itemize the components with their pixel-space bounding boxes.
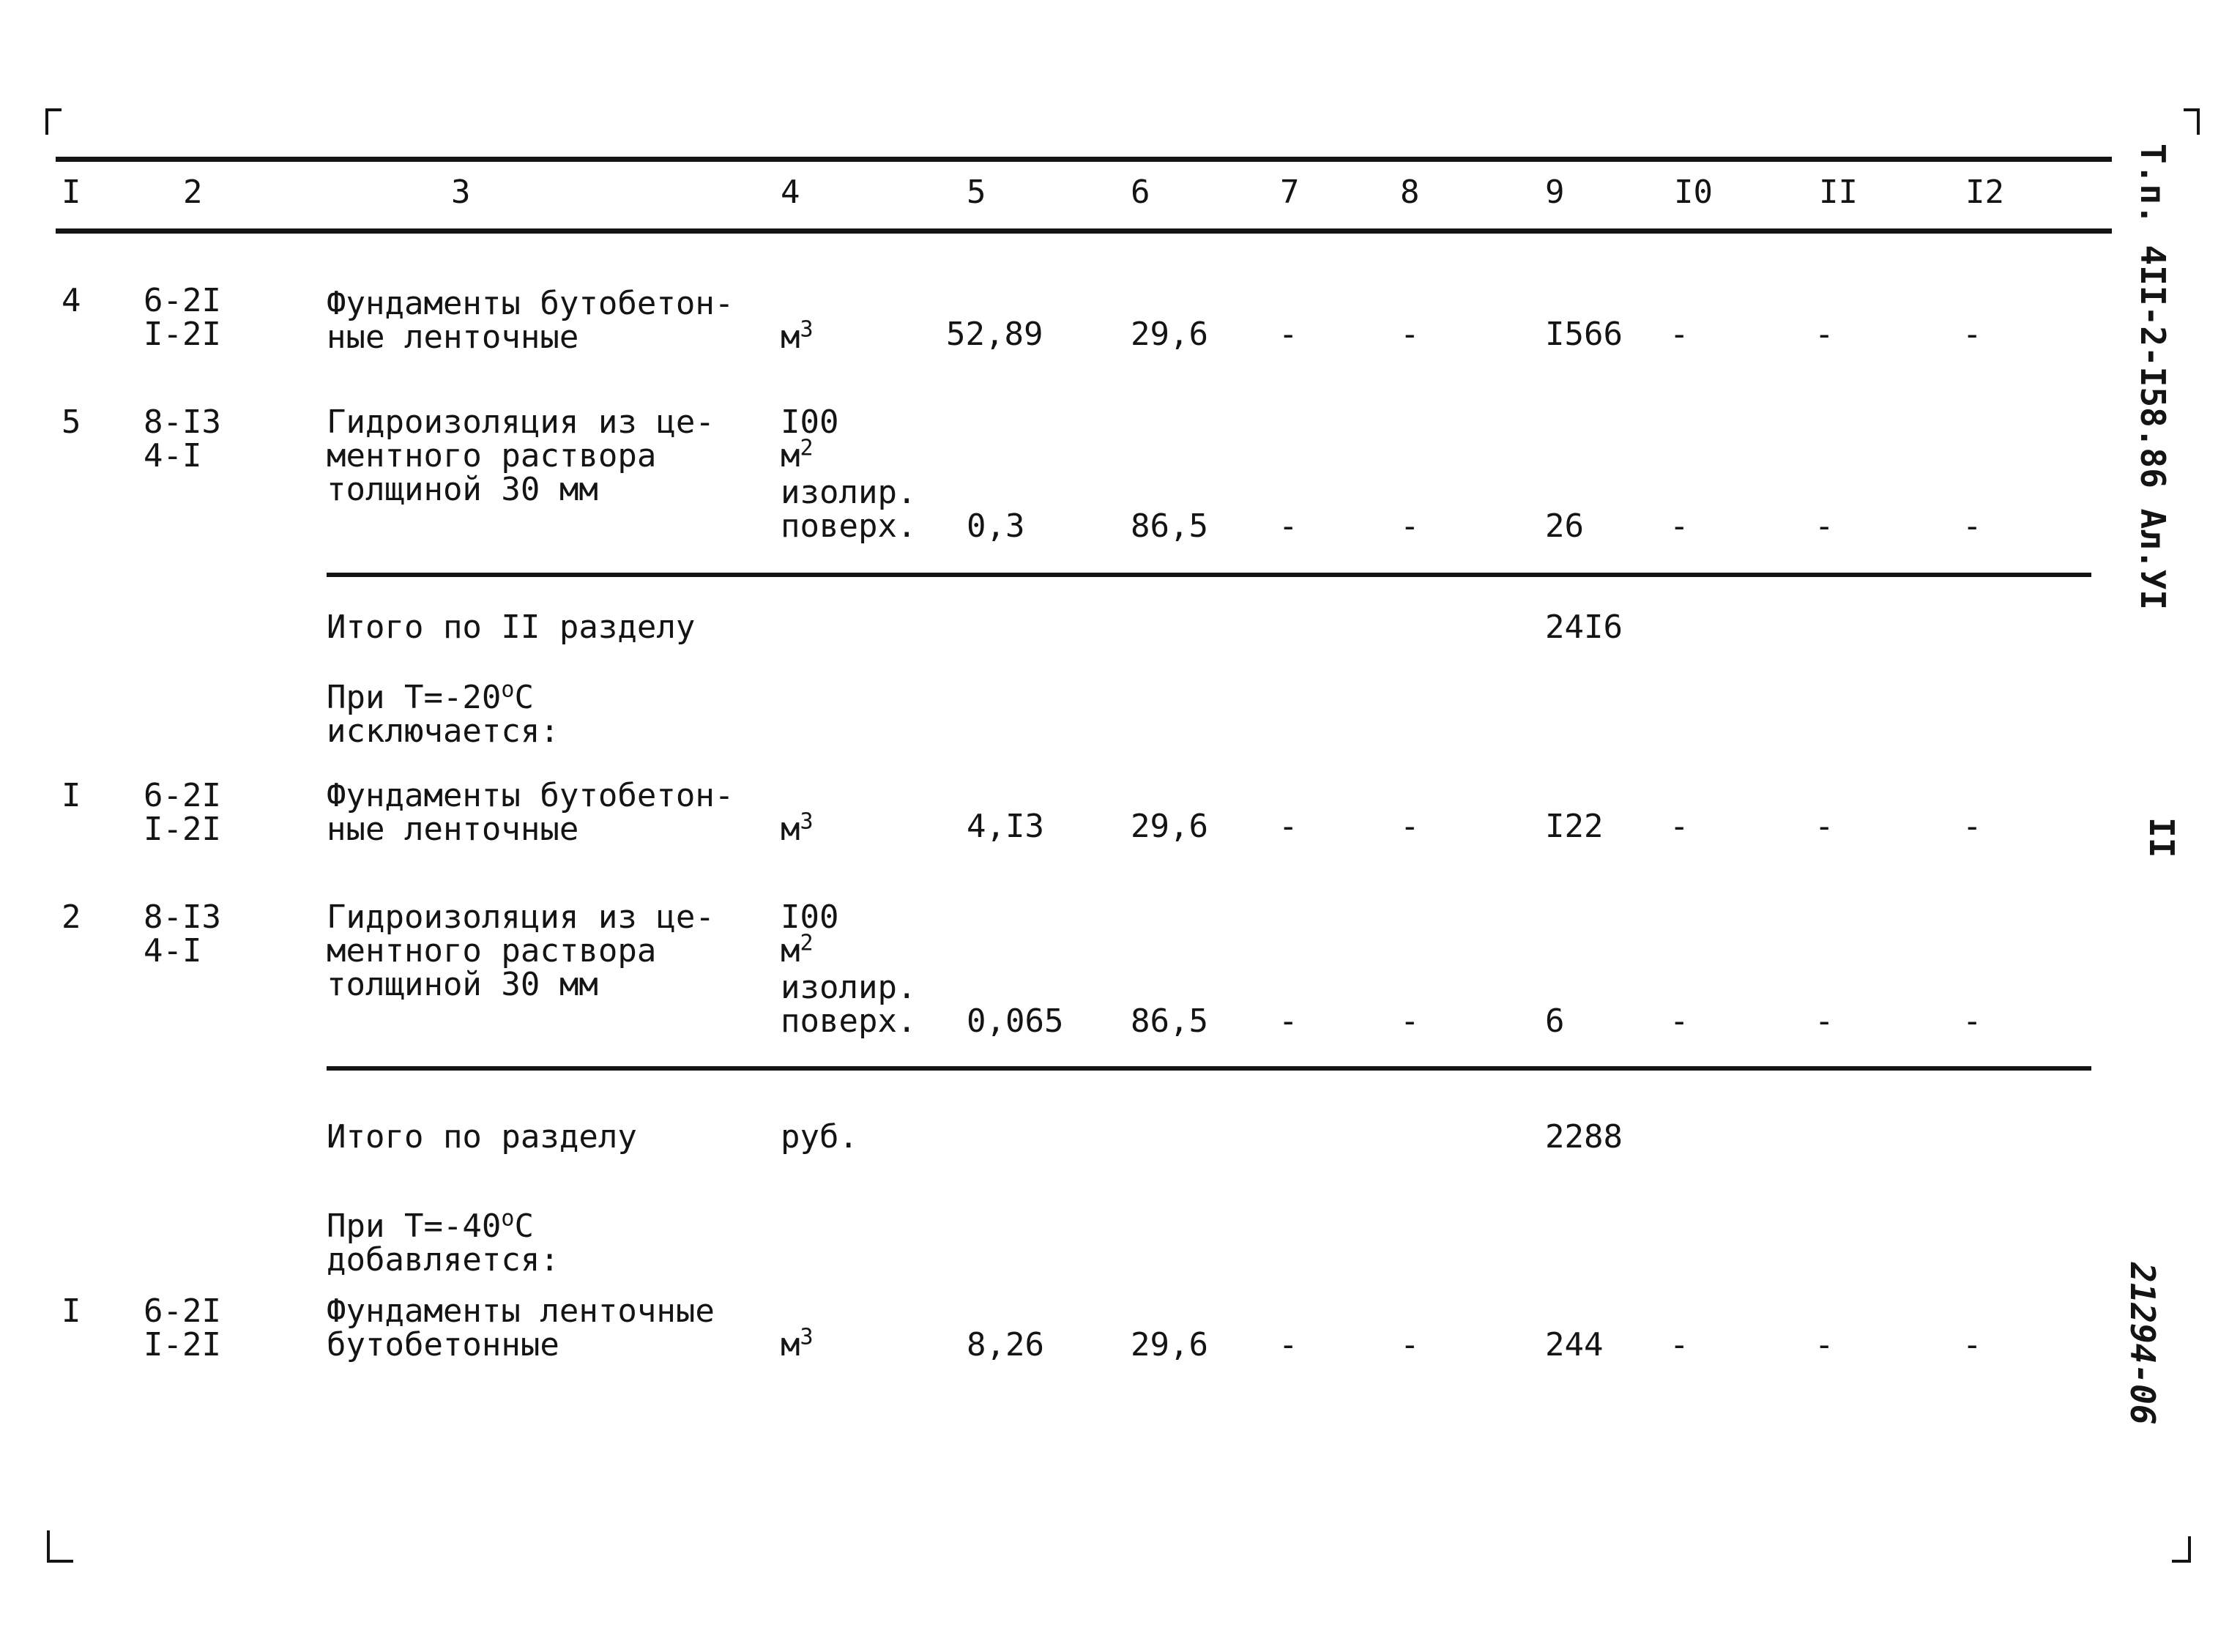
crop-mark-bottom-right xyxy=(2188,1536,2191,1563)
row-col10: - xyxy=(1670,808,1689,845)
row-price: 29,6 xyxy=(1131,316,1208,353)
col-header-3: 3 xyxy=(451,174,471,211)
row-number: I xyxy=(62,777,81,814)
row-total: I566 xyxy=(1545,316,1623,353)
row-col7: - xyxy=(1279,1326,1298,1363)
row-name-line1: Фундаменты бутобетон- xyxy=(327,777,734,814)
col-header-8: 8 xyxy=(1400,174,1420,211)
row-unit-line4: поверх. xyxy=(781,507,917,545)
row-col12: - xyxy=(1962,808,1982,845)
row-col11: - xyxy=(1815,316,1834,353)
row-col10: - xyxy=(1670,1002,1689,1040)
row-name-line1: Фундаменты ленточные xyxy=(327,1292,715,1330)
row-unit: $м^3$ xyxy=(781,316,814,356)
row-unit: $м^3$ xyxy=(781,808,814,848)
row-name-line2: ментного раствора xyxy=(327,932,657,970)
col-header-4: 4 xyxy=(781,174,800,211)
row-col8: - xyxy=(1400,316,1420,353)
condition-note-line1: При $Т=-40^оС$ xyxy=(327,1205,534,1245)
crop-mark-bottom-right-h xyxy=(2172,1560,2191,1563)
row-col11: - xyxy=(1815,808,1834,845)
row-name-line2: бутобетонные xyxy=(327,1326,559,1363)
row-col7: - xyxy=(1279,507,1298,545)
row-number: 2 xyxy=(62,898,81,936)
subtotal-value: 24I6 xyxy=(1545,609,1623,646)
row-col10: - xyxy=(1670,507,1689,545)
condition-note-line1: При $Т=-20^оС$ xyxy=(327,677,534,716)
row-col8: - xyxy=(1400,808,1420,845)
row-code-line1: 6-2I xyxy=(144,1292,221,1330)
col-header-7: 7 xyxy=(1280,174,1300,211)
col-header-5: 5 xyxy=(967,174,986,211)
row-code-line1: 6-2I xyxy=(144,282,221,319)
row-col11: - xyxy=(1815,1326,1834,1363)
document-code: Т.п. 4II-2-I58.86 Ал.УI xyxy=(2133,144,2173,610)
row-price: 86,5 xyxy=(1131,1002,1208,1040)
row-name-line3: толщиной 30 мм xyxy=(327,966,598,1003)
crop-mark-top-right xyxy=(2197,108,2200,135)
row-code-line1: 8-I3 xyxy=(144,898,221,936)
row-col7: - xyxy=(1279,1002,1298,1040)
subtotal-label: Итого по разделу xyxy=(327,1118,637,1156)
row-unit-line2: $м^2$ xyxy=(781,930,814,970)
row-quantity: 0,3 xyxy=(967,507,1025,545)
row-quantity: 52,89 xyxy=(946,316,1043,353)
row-col10: - xyxy=(1670,1326,1689,1363)
col-header-11: II xyxy=(1819,174,1858,211)
inventory-number: 21294-06 xyxy=(2123,1262,2162,1425)
row-name-line2: ные ленточные xyxy=(327,319,579,356)
row-quantity: 0,065 xyxy=(967,1002,1064,1040)
row-total: 26 xyxy=(1545,507,1584,545)
row-code-line2: 4-I xyxy=(144,932,202,970)
col-header-1: I xyxy=(62,174,81,211)
row-unit-line3: изолир. xyxy=(781,969,917,1006)
row-unit-line3: изолир. xyxy=(781,474,917,511)
crop-mark-top-right-h xyxy=(2184,108,2200,111)
row-unit-line4: поверх. xyxy=(781,1002,917,1040)
row-col7: - xyxy=(1279,808,1298,845)
row-name-line2: ментного раствора xyxy=(327,437,657,475)
row-col8: - xyxy=(1400,507,1420,545)
row-name-line1: Гидроизоляция из це- xyxy=(327,898,715,936)
row-name-line2: ные ленточные xyxy=(327,811,579,848)
subtotal-label: Итого по II разделу xyxy=(327,609,696,646)
row-total: 6 xyxy=(1545,1002,1565,1040)
row-number: 4 xyxy=(62,282,81,319)
crop-mark-top-left-h xyxy=(45,108,62,111)
row-col12: - xyxy=(1962,1326,1982,1363)
row-price: 86,5 xyxy=(1131,507,1208,545)
row-price: 29,6 xyxy=(1131,1326,1208,1363)
row-code-line2: 4-I xyxy=(144,437,202,475)
row-price: 29,6 xyxy=(1131,808,1208,845)
row-name-line1: Гидроизоляция из це- xyxy=(327,403,715,441)
subtotal-unit: руб. xyxy=(781,1118,858,1156)
crop-mark-bottom-left xyxy=(47,1530,50,1563)
section-rule xyxy=(327,1066,2091,1071)
col-header-12: I2 xyxy=(1965,174,2004,211)
row-code-line2: I-2I xyxy=(144,1326,221,1363)
row-quantity: 8,26 xyxy=(967,1326,1044,1363)
row-col11: - xyxy=(1815,1002,1834,1040)
row-total: I22 xyxy=(1545,808,1604,845)
row-col12: - xyxy=(1962,1002,1982,1040)
row-code-line2: I-2I xyxy=(144,811,221,848)
row-code-line1: 6-2I xyxy=(144,777,221,814)
crop-mark-bottom-left-h xyxy=(47,1560,73,1563)
row-number: 5 xyxy=(62,403,81,441)
row-col11: - xyxy=(1815,507,1834,545)
row-unit-line1: I00 xyxy=(781,403,839,441)
row-col12: - xyxy=(1962,507,1982,545)
row-number: I xyxy=(62,1292,81,1330)
col-header-6: 6 xyxy=(1131,174,1150,211)
header-top-rule xyxy=(56,157,2112,162)
condition-note-line2: исключается: xyxy=(327,712,559,750)
col-header-10: I0 xyxy=(1674,174,1713,211)
row-unit-line1: I00 xyxy=(781,898,839,936)
col-header-9: 9 xyxy=(1545,174,1565,211)
row-col7: - xyxy=(1279,316,1298,353)
section-rule xyxy=(327,573,2091,577)
row-unit-line2: $м^2$ xyxy=(781,435,814,475)
row-col8: - xyxy=(1400,1326,1420,1363)
page-mark: II xyxy=(2142,817,2181,858)
row-code-line1: 8-I3 xyxy=(144,403,221,441)
col-header-2: 2 xyxy=(183,174,203,211)
header-bottom-rule xyxy=(56,228,2112,234)
crop-mark-top-left xyxy=(45,108,48,135)
row-col12: - xyxy=(1962,316,1982,353)
row-total: 244 xyxy=(1545,1326,1604,1363)
row-code-line2: I-2I xyxy=(144,316,221,353)
row-quantity: 4,I3 xyxy=(967,808,1044,845)
subtotal-value: 2288 xyxy=(1545,1118,1623,1156)
row-name-line3: толщиной 30 мм xyxy=(327,471,598,508)
row-col10: - xyxy=(1670,316,1689,353)
condition-note-line2: добавляется: xyxy=(327,1241,559,1279)
row-name-line1: Фундаменты бутобетон- xyxy=(327,285,734,322)
row-col8: - xyxy=(1400,1002,1420,1040)
row-unit: $м^3$ xyxy=(781,1324,814,1363)
